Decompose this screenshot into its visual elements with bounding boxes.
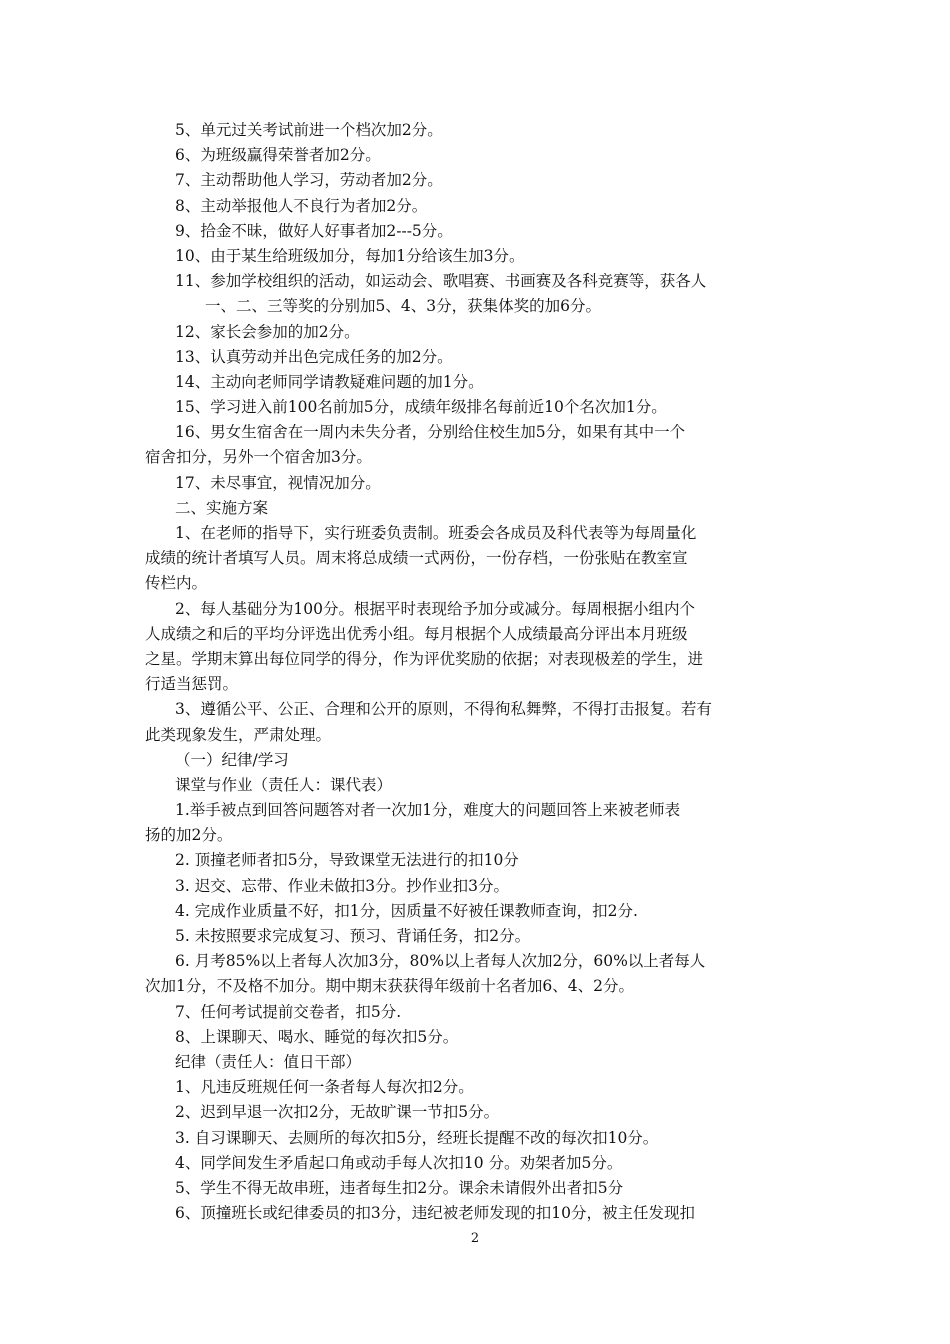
text-line: 一、二、三等奖的分别加5、4、3分，获集体奖的加6分。 <box>205 297 601 316</box>
document-body <box>145 118 810 1226</box>
text-line: 1、在老师的指导下，实行班委负责制。班委会各成员及科代表等为每周量化 <box>175 524 697 542</box>
text-line: 9、拾金不昧，做好人好事者加2---5分。 <box>175 221 453 240</box>
text-line: 17、未尽事宜，视情况加分。 <box>175 473 381 492</box>
text-line: 6. 月考85%以上者每人次加3分，80%以上者每人次加2分，60%以上者每人 <box>175 952 706 971</box>
text-line: 成绩的统计者填写人员。周末将总成绩一式两份，一份存档，一份张贴在教室宣 <box>145 549 688 568</box>
text-line: 5. 未按照要求完成复习、预习、背诵任务，扣2分。 <box>175 927 531 945</box>
subsection-heading: 纪律（责任人：值日干部） <box>175 1052 362 1071</box>
text-line: 8、上课聊天、喝水、睡觉的每次扣5分。 <box>175 1027 459 1046</box>
text-line: 7、任何考试提前交卷者，扣5分. <box>175 1002 402 1021</box>
text-line: 扬的加2分。 <box>145 826 233 845</box>
text-line: 1、凡违反班规任何一条者每人每次扣2分。 <box>175 1078 474 1097</box>
text-line: 1.举手被点到回答问题答对者一次加1分，难度大的问题回答上来被老师表 <box>175 801 681 820</box>
text-line: 4、同学间发生矛盾起口角或动手每人次扣10 分。劝架者加5分。 <box>175 1153 623 1172</box>
text-line: 此类现象发生，严肃处理。 <box>145 725 332 744</box>
text-line: 10、由于某生给班级加分，每加1分给该生加3分。 <box>175 246 525 265</box>
text-line: 2、迟到早退一次扣2分，无故旷课一节扣5分。 <box>175 1103 500 1122</box>
text-line: 12、家长会参加的加2分。 <box>175 322 360 341</box>
text-line: 2. 顶撞老师者扣5分，导致课堂无法进行的扣10分 <box>175 851 519 870</box>
text-line: 2、每人基础分为100分。根据平时表现给予加分或减分。每周根据小组内个 <box>175 599 695 618</box>
text-line: 15、学习进入前100名前加5分，成绩年级排名每前近10个名次加1分。 <box>175 398 667 417</box>
text-line: 11、参加学校组织的活动，如运动会、歌唱赛、书画赛及各科竞赛等，获各人 <box>175 272 707 291</box>
text-line: 7、主动帮助他人学习，劳动者加2分。 <box>175 171 443 190</box>
page-number: 2 <box>470 1231 480 1246</box>
text-line: 3. 自习课聊天、去厕所的每次扣5分，经班长提醒不改的每次扣10分。 <box>175 1128 659 1147</box>
text-line: 之星。学期末算出每位同学的得分，作为评优奖励的依据；对表现极差的学生，进 <box>145 649 704 668</box>
text-line: 传栏内。 <box>145 574 208 593</box>
text-line: 人成绩之和后的平均分评选出优秀小组。每月根据个人成绩最高分评出本月班级 <box>145 624 688 643</box>
text-line: 14、主动向老师同学请教疑难问题的加1分。 <box>175 372 484 391</box>
text-line: 5、学生不得无故串班，违者每生扣2分。课余未请假外出者扣5分 <box>175 1178 624 1197</box>
subsection-heading: （一）纪律/学习 <box>175 750 289 769</box>
text-line: 6、顶撞班长或纪律委员的扣3分，违纪被老师发现的扣10分，被主任发现扣 <box>175 1204 695 1223</box>
section-heading: 二、实施方案 <box>175 498 269 517</box>
text-line: 5、单元过关考试前进一个档次加2分。 <box>175 121 443 139</box>
text-line: 次加1分，不及格不加分。期中期末获获得年级前十名者加6、4、2分。 <box>145 977 634 996</box>
text-line: 宿舍扣分，另外一个宿舍加3分。 <box>145 448 372 467</box>
text-line: 8、主动举报他人不良行为者加2分。 <box>175 196 428 215</box>
subsection-heading: 课堂与作业（责任人：课代表） <box>175 775 393 794</box>
text-line: 13、认真劳动并出色完成任务的加2分。 <box>175 347 453 366</box>
text-line: 16、男女生宿舍在一周内未失分者，分别给住校生加5分，如果有其中一个 <box>175 423 686 442</box>
text-line: 3. 迟交、忘带、作业未做扣3分。抄作业扣3分。 <box>175 876 509 895</box>
text-line: 4. 完成作业质量不好，扣1分，因质量不好被任课教师查询，扣2分. <box>175 901 638 920</box>
text-line: 6、为班级赢得荣誉者加2分。 <box>175 146 381 165</box>
text-line: 3、遵循公平、公正、合理和公开的原则，不得徇私舞弊，不得打击报复。若有 <box>175 700 712 719</box>
text-line: 行适当惩罚。 <box>145 675 239 694</box>
